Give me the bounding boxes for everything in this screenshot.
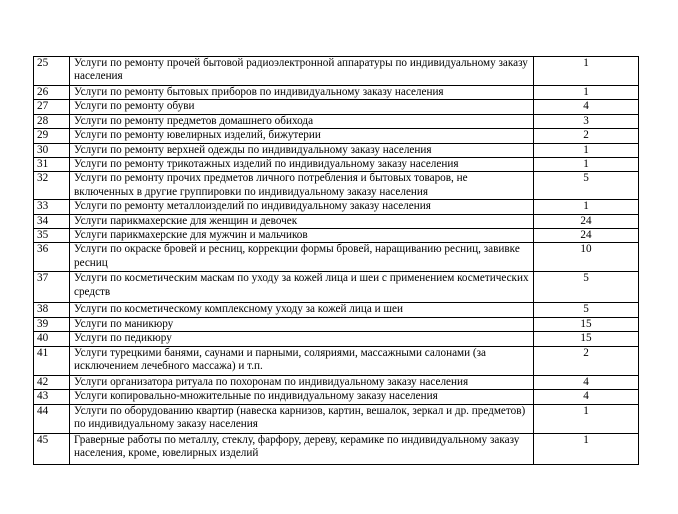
row-number: 27 <box>34 100 70 114</box>
row-number: 31 <box>34 158 70 172</box>
service-name: Граверные работы по металлу, стеклу, фарфору, дереву, керамике по индивидуальному заказу населения, кроме, ювелирных изделий <box>70 433 534 464</box>
table-row <box>34 303 639 317</box>
row-number: 39 <box>34 317 70 331</box>
service-count: 1 <box>534 158 639 172</box>
table-row <box>34 114 639 128</box>
service-name: Услуги по ремонту обуви <box>70 100 534 114</box>
table-row <box>34 57 639 86</box>
row-number: 33 <box>34 200 70 214</box>
table-row <box>34 143 639 157</box>
service-name: Услуги организатора ритуала по похоронам по индивидуальному заказу населения <box>70 375 534 389</box>
service-count: 1 <box>534 143 639 157</box>
row-number: 42 <box>34 375 70 389</box>
row-number: 34 <box>34 214 70 228</box>
service-count: 5 <box>534 272 639 303</box>
service-name: Услуги турецкими банями, саунами и парными, соляриями, массажными салонами (за исключением лечебного массажа) и т.п. <box>70 346 534 375</box>
row-number: 29 <box>34 129 70 143</box>
row-number: 45 <box>34 433 70 464</box>
service-name: Услуги по косметическим маскам по уходу за кожей лица и шеи с применением косметических средств <box>70 272 534 303</box>
row-number: 28 <box>34 114 70 128</box>
table-row <box>34 272 639 303</box>
row-number: 44 <box>34 404 70 433</box>
service-count: 15 <box>534 317 639 331</box>
service-count: 5 <box>534 172 639 200</box>
service-count: 5 <box>534 303 639 317</box>
table-row <box>34 375 639 389</box>
service-count: 1 <box>534 200 639 214</box>
service-count: 4 <box>534 375 639 389</box>
row-number: 37 <box>34 272 70 303</box>
service-name: Услуги копировально-множительные по индивидуальному заказу населения <box>70 390 534 404</box>
service-name: Услуги по ремонту предметов домашнего обихода <box>70 114 534 128</box>
service-name: Услуги по ремонту ювелирных изделий, бижутерии <box>70 129 534 143</box>
table-row <box>34 243 639 272</box>
service-name: Услуги по оборудованию квартир (навеска карнизов, картин, вешалок, зеркал и др. предметов) по индивидуальному заказу населения <box>70 404 534 433</box>
services-table <box>33 56 639 465</box>
service-name: Услуги по педикюру <box>70 332 534 346</box>
service-name: Услуги по ремонту верхней одежды по индивидуальному заказу населения <box>70 143 534 157</box>
row-number: 32 <box>34 172 70 200</box>
service-count: 1 <box>534 86 639 100</box>
service-name: Услуги по ремонту трикотажных изделий по индивидуальному заказу населения <box>70 158 534 172</box>
service-name: Услуги парикмахерские для мужчин и мальчиков <box>70 229 534 243</box>
service-count: 1 <box>534 57 639 86</box>
table-row <box>34 100 639 114</box>
service-count: 3 <box>534 114 639 128</box>
service-name: Услуги парикмахерские для женщин и девочек <box>70 214 534 228</box>
table-row <box>34 433 639 464</box>
table-row <box>34 390 639 404</box>
service-name: Услуги по ремонту прочих предметов личного потребления и бытовых товаров, не включенных в другие группировки по индивидуальному заказу населения <box>70 172 534 200</box>
table-row <box>34 129 639 143</box>
row-number: 36 <box>34 243 70 272</box>
table-row <box>34 332 639 346</box>
row-number: 41 <box>34 346 70 375</box>
table-row <box>34 214 639 228</box>
service-count: 24 <box>534 214 639 228</box>
service-count: 4 <box>534 390 639 404</box>
service-count: 1 <box>534 433 639 464</box>
service-name: Услуги по ремонту прочей бытовой радиоэлектронной аппаратуры по индивидуальному заказу населения <box>70 57 534 86</box>
service-count: 24 <box>534 229 639 243</box>
table-row <box>34 229 639 243</box>
table-row <box>34 158 639 172</box>
service-count: 1 <box>534 404 639 433</box>
row-number: 25 <box>34 57 70 86</box>
service-name: Услуги по ремонту бытовых приборов по индивидуальному заказу населения <box>70 86 534 100</box>
table-row <box>34 86 639 100</box>
service-name: Услуги по ремонту металлоизделий по индивидуальному заказу населения <box>70 200 534 214</box>
service-count: 2 <box>534 129 639 143</box>
row-number: 30 <box>34 143 70 157</box>
service-count: 10 <box>534 243 639 272</box>
table-row <box>34 346 639 375</box>
service-name: Услуги по косметическому комплексному уходу за кожей лица и шеи <box>70 303 534 317</box>
row-number: 38 <box>34 303 70 317</box>
row-number: 40 <box>34 332 70 346</box>
table-row <box>34 172 639 200</box>
service-name: Услуги по окраске бровей и ресниц, коррекции формы бровей, наращиванию ресниц, завивке ресниц <box>70 243 534 272</box>
row-number: 35 <box>34 229 70 243</box>
service-name: Услуги по маникюру <box>70 317 534 331</box>
service-count: 4 <box>534 100 639 114</box>
row-number: 26 <box>34 86 70 100</box>
table-row <box>34 317 639 331</box>
services-table-body <box>34 57 639 465</box>
table-row <box>34 200 639 214</box>
service-count: 2 <box>534 346 639 375</box>
service-count: 15 <box>534 332 639 346</box>
table-row <box>34 404 639 433</box>
row-number: 43 <box>34 390 70 404</box>
